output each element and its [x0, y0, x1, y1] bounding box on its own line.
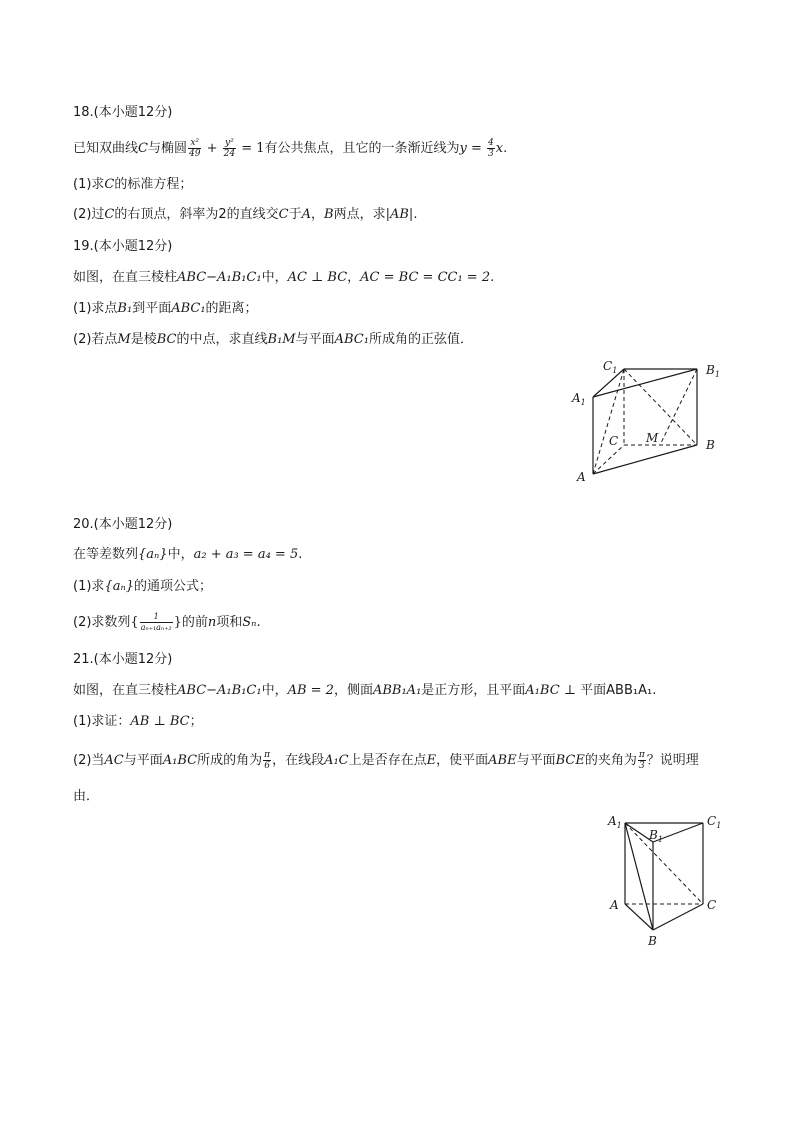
edge-B-C: [653, 904, 703, 930]
edge-A-B: [625, 904, 653, 930]
q18-title: 18.(本小题12分): [73, 105, 173, 120]
q21-part1: (1)求证：AB ⊥ BC；: [73, 714, 203, 729]
q21-part2-tail: 由．: [73, 789, 100, 804]
q20-part2: (2)求数列{ $\frac{1}{\text{aₙ₊₁aₙ₊₂}}$ }的前n项和Sₙ.: [73, 612, 261, 632]
q18-stem: 已知双曲线C与椭圆 $\frac{\text{x²}}{49}$ + $\frac{\text{y²}}{24}$ = 1有公共焦点，且它的一条渐近线为y = $\frac{4}{3}$ x.: [73, 138, 508, 159]
label-B1: $B_1$: [649, 828, 663, 844]
label-B1: $B_1$: [706, 363, 720, 379]
edge-A-C1: [593, 369, 624, 474]
label-B: B: [706, 438, 715, 452]
q21-stem: 如图，在直三棱柱ABC−A₁B₁C₁中，AB = 2，侧面ABB₁A₁是正方形，且平面A₁BC ⊥ 平面ABB₁A₁.: [73, 683, 657, 698]
edge-C1-B: [624, 369, 697, 445]
label-A: A: [610, 898, 619, 912]
fraction-y2-24: $\frac{\text{y²}}{24}$: [223, 138, 236, 159]
fraction-4-3: $\frac{4}{3}$: [488, 138, 494, 159]
label-B: B: [648, 934, 657, 948]
label-C: C: [707, 898, 717, 912]
prism-figure-q21: [600, 808, 730, 948]
fraction-pi-3: $\frac{\pi}{3}$: [638, 750, 645, 771]
label-M: M: [646, 431, 659, 445]
q19-part2: (2)若点M是棱BC的中点，求直线B₁M与平面ABC₁所成角的正弦值．: [73, 332, 473, 347]
fraction-pi-6: $\frac{\pi}{6}$: [264, 750, 271, 771]
q19-part1: (1)求点B₁到平面ABC₁的距离；: [73, 301, 258, 316]
label-A1: $A_1$: [572, 391, 586, 407]
q20-part1: (1)求{aₙ}的通项公式；: [73, 579, 212, 594]
edge-A1-C: [625, 823, 703, 904]
fraction-x2-49: $\frac{\text{x²}}{49}$: [188, 138, 201, 159]
fraction-1-over-product: $\frac{1}{\text{aₙ₊₁aₙ₊₂}}$: [140, 612, 172, 632]
q19-title: 19.(本小题12分): [73, 239, 173, 254]
prism-figure-q19: [560, 350, 730, 490]
label-C1: $C_1$: [707, 814, 722, 830]
label-A: A: [577, 470, 586, 484]
label-C1: $C_1$: [603, 359, 618, 375]
label-A1: $A_1$: [608, 814, 622, 830]
q21-title: 21.(本小题12分): [73, 652, 173, 667]
edge-B1-M: [660, 369, 697, 445]
q21-part2: (2)当AC与平面A₁BC所成的角为 $\frac{\pi}{6}$ ，在线段A₁C上是否存在点E，使平面ABE与平面BCE的夹角为 $\frac{\pi}{3}$ ？说明理: [73, 750, 699, 771]
q19-stem: 如图，在直三棱柱ABC−A₁B₁C₁中，AC ⊥ BC，AC = BC = CC₁ = 2.: [73, 270, 495, 285]
q20-stem: 在等差数列{aₙ}中，a₂ + a₃ = a₄ = 5.: [73, 547, 303, 562]
q20-title: 20.(本小题12分): [73, 517, 173, 532]
q18-part2: (2)过C的右顶点，斜率为2的直线交C于A，B两点，求|AB|.: [73, 207, 418, 222]
label-C: C: [609, 434, 619, 448]
q18-part1: (1)求C的标准方程；: [73, 177, 193, 192]
